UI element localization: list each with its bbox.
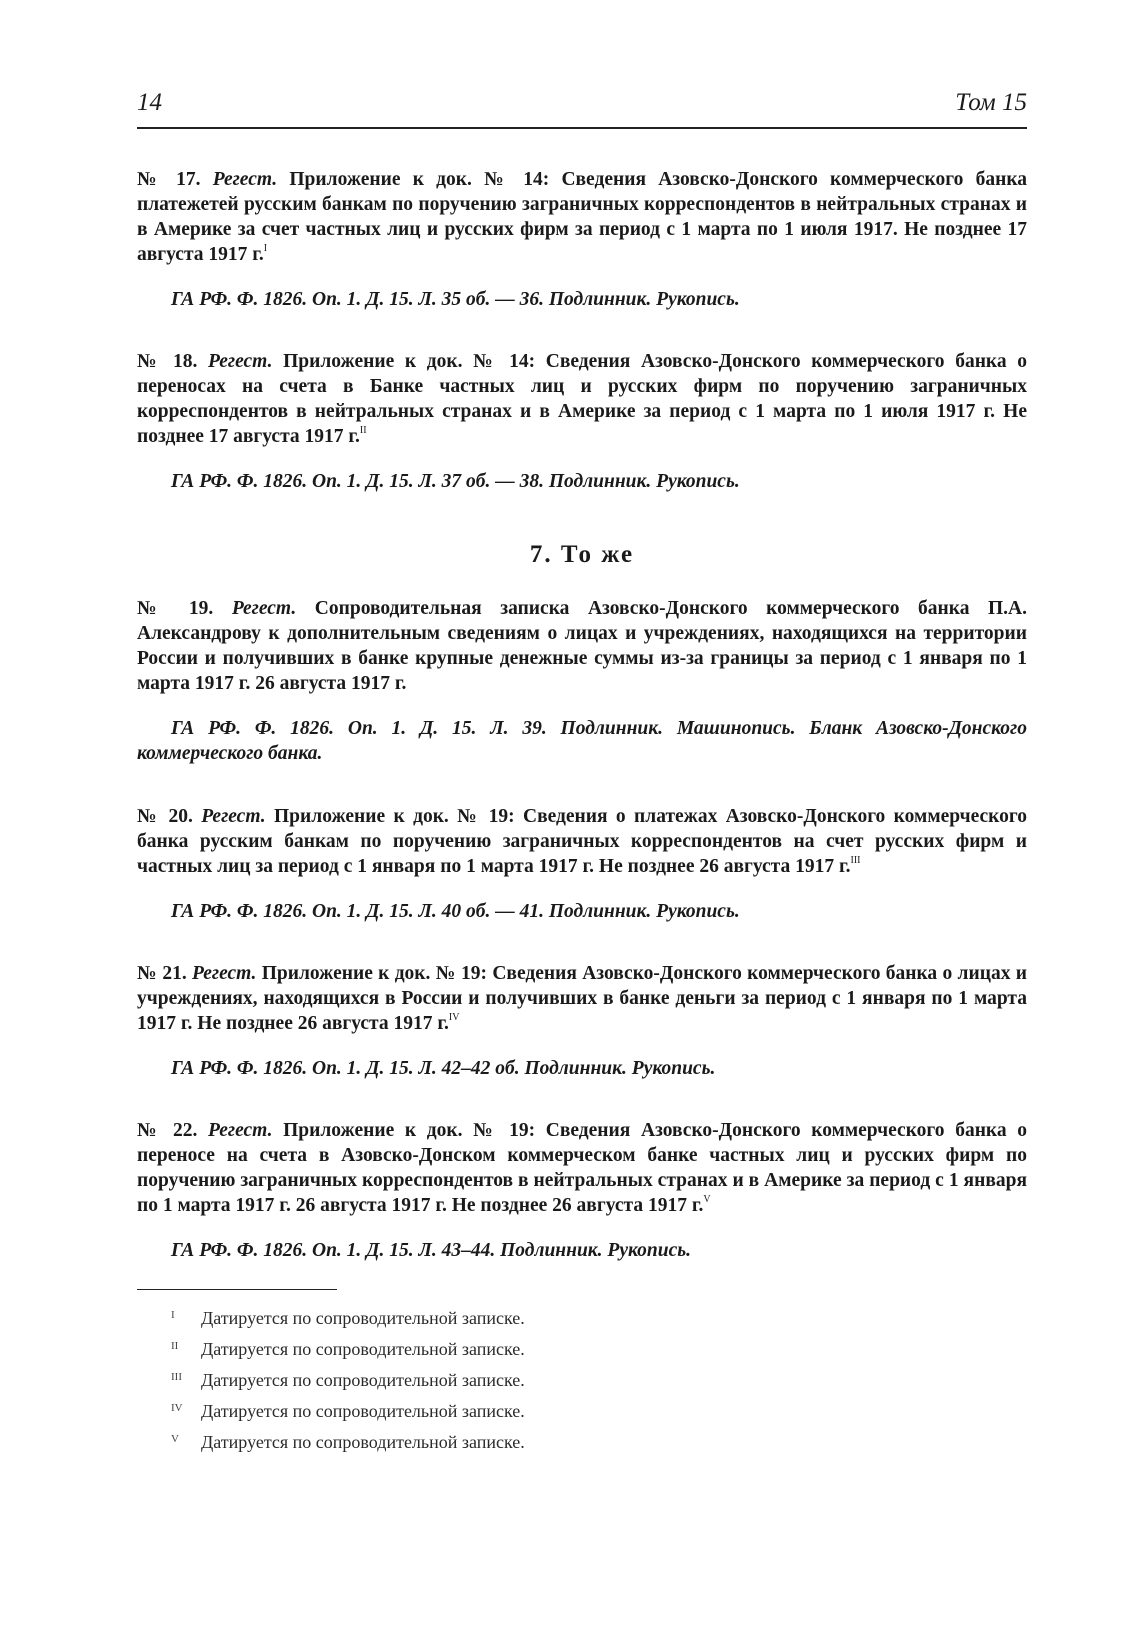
- document-entry: [137, 1118, 1027, 1218]
- document-entry: [137, 349, 1027, 449]
- footnote: [137, 1397, 1027, 1428]
- footnote-mark: I: [171, 1309, 175, 1321]
- entry-text: Приложение к док. № 19: Сведения о платежах Азовско-Донского коммерческого банка русским банкам по поручению заграничных корреспондентов на счет русских фирм и частных лиц за период с 1 января по 1 марта 1917 г. Не позднее 26 августа 1917 г.: [137, 806, 1028, 877]
- entry-regest-label: Регест.: [208, 1120, 273, 1141]
- entry-text: Приложение к док. № 19: Сведения Азовско-Донского коммерческого банка о переносе на счета в Азовско-Донском коммерческом банке частных лиц и русских фирм по поручению заграничных корреспондентов в нейтральных странах и в Америке за период с 1 января по 1 марта 1917 г. 26 августа 1917 г. Не позднее 26 августа 1917 г.: [137, 1120, 1028, 1216]
- footnote-separator: [137, 1289, 337, 1290]
- document-entry: [137, 961, 1027, 1036]
- footnote-ref[interactable]: I: [263, 243, 268, 254]
- footnote-mark: V: [171, 1433, 179, 1445]
- entry-number: № 20.: [137, 806, 193, 827]
- archive-reference: ГА РФ. Ф. 1826. Оп. 1. Д. 15. Л. 43–44. Подлинник. Рукопись.: [171, 1240, 692, 1261]
- entry-number: № 22.: [137, 1120, 198, 1141]
- entry-regest-label: Регест.: [201, 806, 266, 827]
- footnote: [137, 1428, 1027, 1459]
- footnote-text: Датируется по сопроводительной записке.: [201, 1432, 525, 1452]
- entry-regest-label: Регест.: [231, 598, 297, 619]
- document-entry: [137, 596, 1027, 696]
- footnote-ref[interactable]: V: [703, 1194, 711, 1205]
- page-number: 14: [137, 89, 162, 116]
- footnote-ref[interactable]: IV: [448, 1012, 460, 1023]
- entry-text: Приложение к док. № 19: Сведения Азовско-Донского коммерческого банка о лицах и учреждениях, находящихся в России и получивших в банке деньги за период с 1 января по 1 марта 1917 г. Не позднее 26 августа 1917 г.: [137, 963, 1027, 1034]
- footnote-text: Датируется по сопроводительной записке.: [201, 1308, 525, 1328]
- footnote: [137, 1304, 1027, 1335]
- footnote-text: Датируется по сопроводительной записке.: [201, 1401, 525, 1421]
- entry-regest-label: Регест.: [192, 963, 257, 984]
- document-entry: [137, 167, 1027, 267]
- volume-label: Том 15: [955, 89, 1027, 116]
- entry-number: № 18.: [137, 351, 198, 372]
- footnote-mark: II: [171, 1340, 179, 1352]
- entry-regest-label: Регест.: [208, 351, 273, 372]
- footnote: [137, 1366, 1027, 1397]
- page-header: [137, 88, 1027, 129]
- archive-reference: ГА РФ. Ф. 1826. Оп. 1. Д. 15. Л. 37 об. — 38. Подлинник. Рукопись.: [171, 471, 740, 492]
- entry-number: № 19.: [137, 598, 214, 619]
- footnote-text: Датируется по сопроводительной записке.: [201, 1339, 525, 1359]
- archive-reference: ГА РФ. Ф. 1826. Оп. 1. Д. 15. Л. 40 об. — 41. Подлинник. Рукопись.: [171, 901, 740, 922]
- footnote-ref[interactable]: II: [359, 425, 367, 436]
- section-title: 7. То же: [529, 541, 635, 568]
- footnote-mark: IV: [171, 1402, 183, 1414]
- archive-reference: ГА РФ. Ф. 1826. Оп. 1. Д. 15. Л. 39. Подлинник. Машинопись. Бланк Азовско-Донского коммерческого банка.: [137, 718, 1027, 764]
- document-entry: [137, 804, 1027, 879]
- archive-reference: ГА РФ. Ф. 1826. Оп. 1. Д. 15. Л. 35 об. — 36. Подлинник. Рукопись.: [171, 289, 740, 310]
- footnote-list: [137, 1304, 1027, 1459]
- footnote-mark: III: [171, 1371, 182, 1383]
- entry-regest-label: Регест.: [212, 169, 278, 190]
- entry-text: Приложение к док. № 14: Сведения Азовско-Донского коммерческого банка о переносах на счета в Банке частных лиц и русских фирм по поручению заграничных корреспондентов в нейтральных странах и в Америке за период с 1 марта по 1 июля 1917 г. Не позднее 17 августа 1917 г.: [137, 351, 1028, 447]
- footnote: [137, 1335, 1027, 1366]
- entry-text: Сопроводительная записка Азовско-Донского коммерческого банка П.А. Александрову к дополнительным сведениям о лицах и учреждениях, находящихся на территории России и получивших в банке крупные денежные суммы из-за границы за период с 1 января по 1 марта 1917 г. 26 августа 1917 г.: [137, 598, 1028, 694]
- footnote-text: Датируется по сопроводительной записке.: [201, 1370, 525, 1390]
- document-page: [137, 88, 1027, 1459]
- entry-number: № 17.: [137, 169, 201, 190]
- entry-number: № 21.: [137, 963, 187, 984]
- entry-text: Приложение к док. № 14: Сведения Азовско-Донского коммерческого банка платежетей русским банкам по поручению заграничных корреспондентов в нейтральных странах и в Америке за счет частных лиц и русских фирм за период с 1 марта по 1 июля 1917. Не позднее 17 августа 1917 г.: [137, 169, 1028, 265]
- footnote-ref[interactable]: III: [850, 855, 861, 866]
- archive-reference: ГА РФ. Ф. 1826. Оп. 1. Д. 15. Л. 42–42 об. Подлинник. Рукопись.: [171, 1058, 716, 1079]
